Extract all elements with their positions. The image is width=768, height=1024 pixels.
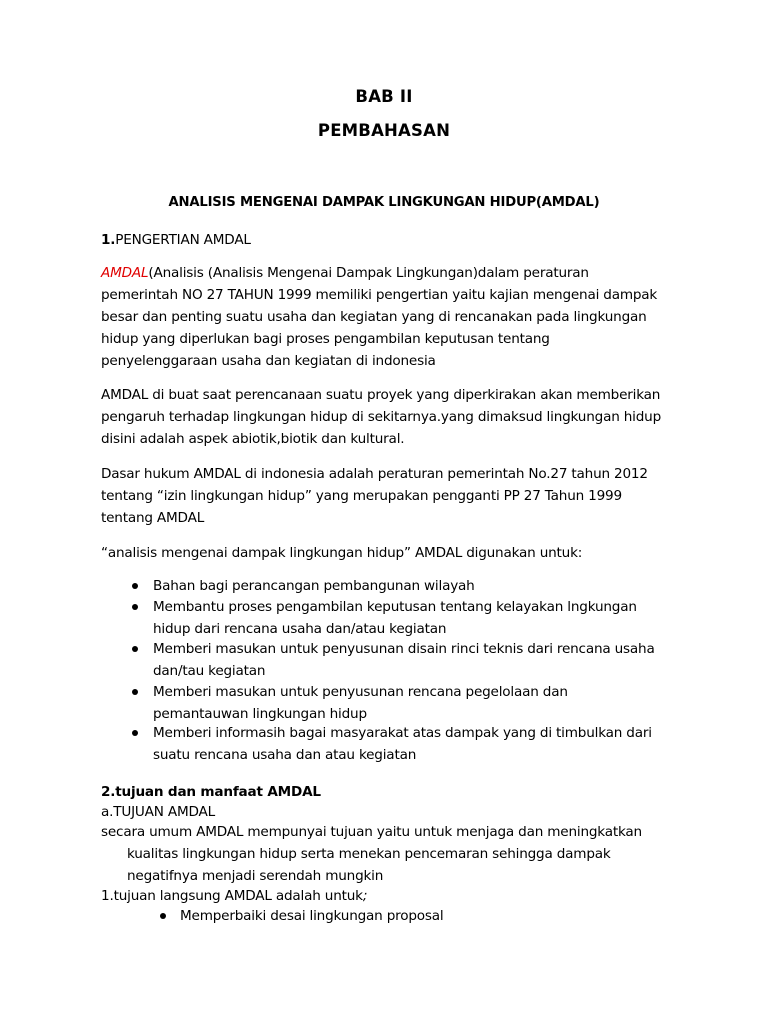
list-item-continuation: suatu rencana usaha dan atau kegiatan: [153, 747, 417, 763]
bullet-icon: [132, 730, 138, 736]
bullet-icon: [132, 689, 138, 695]
list-item: Memperbaiki desai lingkungan proposal: [180, 908, 444, 924]
section-1-title: [101, 229, 251, 251]
bullet-icon: [160, 913, 166, 919]
list-item-continuation: pemantauwan lingkungan hidup: [153, 706, 367, 722]
numbered-item: 1.tujuan langsung AMDAL adalah untuk;: [101, 888, 368, 904]
paragraph-1-line: pemerintah NO 27 TAHUN 1999 memiliki pengertian yaitu kajian mengenai dampak: [101, 287, 658, 303]
section-2-paragraph-line: secara umum AMDAL mempunyai tujuan yaitu untuk menjaga dan meningkatkan: [101, 824, 642, 840]
paragraph-4: “analisis mengenai dampak lingkungan hidup” AMDAL digunakan untuk:: [101, 545, 583, 561]
list-item: Memberi masukan untuk penyusunan disain rinci teknis dari rencana usaha: [153, 641, 655, 657]
chapter-number: BAB II: [355, 87, 413, 106]
list-item-continuation: dan/tau kegiatan: [153, 663, 266, 679]
bullet-icon: [132, 646, 138, 652]
section-2-title: 2.tujuan dan manfaat AMDAL: [101, 784, 321, 800]
section-1-label: PENGERTIAN AMDAL: [115, 232, 251, 248]
paragraph-3-line: tentang AMDAL: [101, 510, 205, 526]
bullet-icon: [132, 604, 138, 610]
list-item-continuation: hidup dari rencana usaha dan/atau kegiatan: [153, 621, 447, 637]
list-item: Memberi informasih bagai masyarakat atas dampak yang di timbulkan dari: [153, 725, 652, 741]
section-1-number: 1.: [101, 232, 116, 248]
paragraph-1-line: besar dan penting suatu usaha dan kegiatan yang di rencanakan pada lingkungan: [101, 309, 647, 325]
subsection-a-title: a.TUJUAN AMDAL: [101, 804, 215, 820]
section-heading: ANALISIS MENGENAI DAMPAK LINGKUNGAN HIDUP(AMDAL): [168, 195, 600, 210]
paragraph-3-line: Dasar hukum AMDAL di indonesia adalah peraturan pemerintah No.27 tahun 2012: [101, 466, 648, 482]
amdal-highlight: AMDAL: [101, 265, 149, 281]
paragraph-2-line: disini adalah aspek abiotik,biotik dan kultural.: [101, 431, 405, 447]
section-2-paragraph-line: negatifnya menjadi serendah mungkin: [127, 868, 384, 884]
paragraph-1-line-1: AMDAL(Analisis (Analisis Mengenai Dampak Lingkungan)dalam peraturan: [101, 265, 589, 281]
list-item: Bahan bagi perancangan pembangunan wilayah: [153, 578, 475, 594]
paragraph-1-line: hidup yang diperlukan bagi proses pengambilan keputusan tentang: [101, 331, 550, 347]
list-item: Memberi masukan untuk penyusunan rencana pegelolaan dan: [153, 684, 568, 700]
section-2-paragraph-line: kualitas lingkungan hidup serta menekan pencemaran sehingga dampak: [127, 846, 611, 862]
list-item: Membantu proses pengambilan keputusan tentang kelayakan lngkungan: [153, 599, 637, 615]
paragraph-2-line: AMDAL di buat saat perencanaan suatu proyek yang diperkirakan akan memberikan: [101, 387, 661, 403]
paragraph-2-line: pengaruh terhadap lingkungan hidup di sekitarnya.yang dimaksud lingkungan hidup: [101, 409, 661, 425]
paragraph-3-line: tentang “izin lingkungan hidup” yang merupakan pengganti PP 27 Tahun 1999: [101, 488, 622, 504]
bullet-icon: [132, 583, 138, 589]
chapter-title: PEMBAHASAN: [317, 121, 451, 140]
paragraph-1-line: penyelenggaraan usaha dan kegiatan di indonesia: [101, 353, 436, 369]
